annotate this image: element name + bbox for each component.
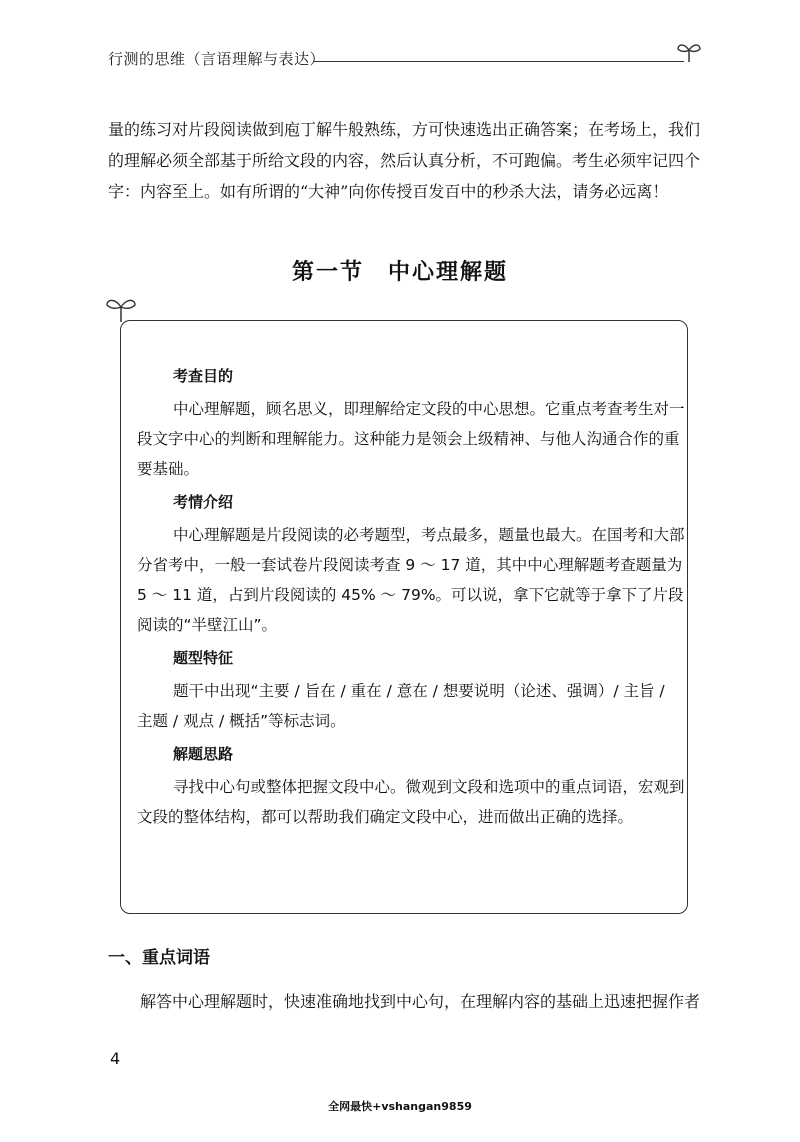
info-text: 题干中出现“主要 / 旨在 / 重在 / 意在 / 想要说明（论述、强调）/ 主旨 / 主题 / 观点 / 概括”等标志词。 [137,682,665,730]
watermark-text: 全网最快+vshangan9859 [328,1100,472,1113]
subsection-heading: 一、重点词语 [108,948,210,968]
info-box-content [137,362,685,836]
subsection-paragraph: 解答中心理解题时，快速准确地找到中心句，在理解内容的基础上迅速把握作者 [140,992,701,1011]
section-title: 第一节 中心理解题 [291,260,508,285]
info-block-approach [137,740,685,832]
sprout-icon [104,292,138,324]
info-block-features [137,644,685,736]
info-text: 中心理解题，顾名思义，即理解给定文段的中心思想。它重点考查考生对一段文字中心的判断和理解能力。这种能力是领会上级精神、与他人沟通合作的重要基础。 [137,400,685,478]
info-text: 寻找中心句或整体把握文段中心。微观到文段和选项中的重点词语，宏观到文段的整体结构，都可以帮助我们确定文段中心，进而做出正确的选择。 [137,778,685,826]
info-block-overview [137,488,685,640]
running-header: 行测的思维（言语理解与表达） [108,50,326,68]
info-heading: 解题思路 [173,745,234,763]
info-heading: 题型特征 [173,649,234,667]
info-block-purpose [137,362,685,484]
sprout-icon [676,40,702,64]
info-heading: 考情介绍 [173,493,234,511]
header-rule [314,61,684,62]
info-heading: 考查目的 [173,367,234,385]
info-text: 中心理解题是片段阅读的必考题型，考点最多，题量也最大。在国考和大部分省考中，一般一套试卷片段阅读考查 9 ～ 17 道，其中中心理解题考查题量为 5 ～ 11 道，占到片段阅读的 45% ～ 79%。可以说，拿下它就等于拿下了片段阅读的“半壁江山”。 [137,526,685,634]
page-number: 4 [110,1049,121,1068]
intro-paragraph: 量的练习对片段阅读做到庖丁解牛般熟练，方可快速选出正确答案；在考场上，我们的理解必须全部基于所给文段的内容，然后认真分析，不可跑偏。考生必须牢记四个字：内容至上。如有所谓的“大神”向你传授百发百中的秒杀大法，请务必远离！ [108,120,701,201]
